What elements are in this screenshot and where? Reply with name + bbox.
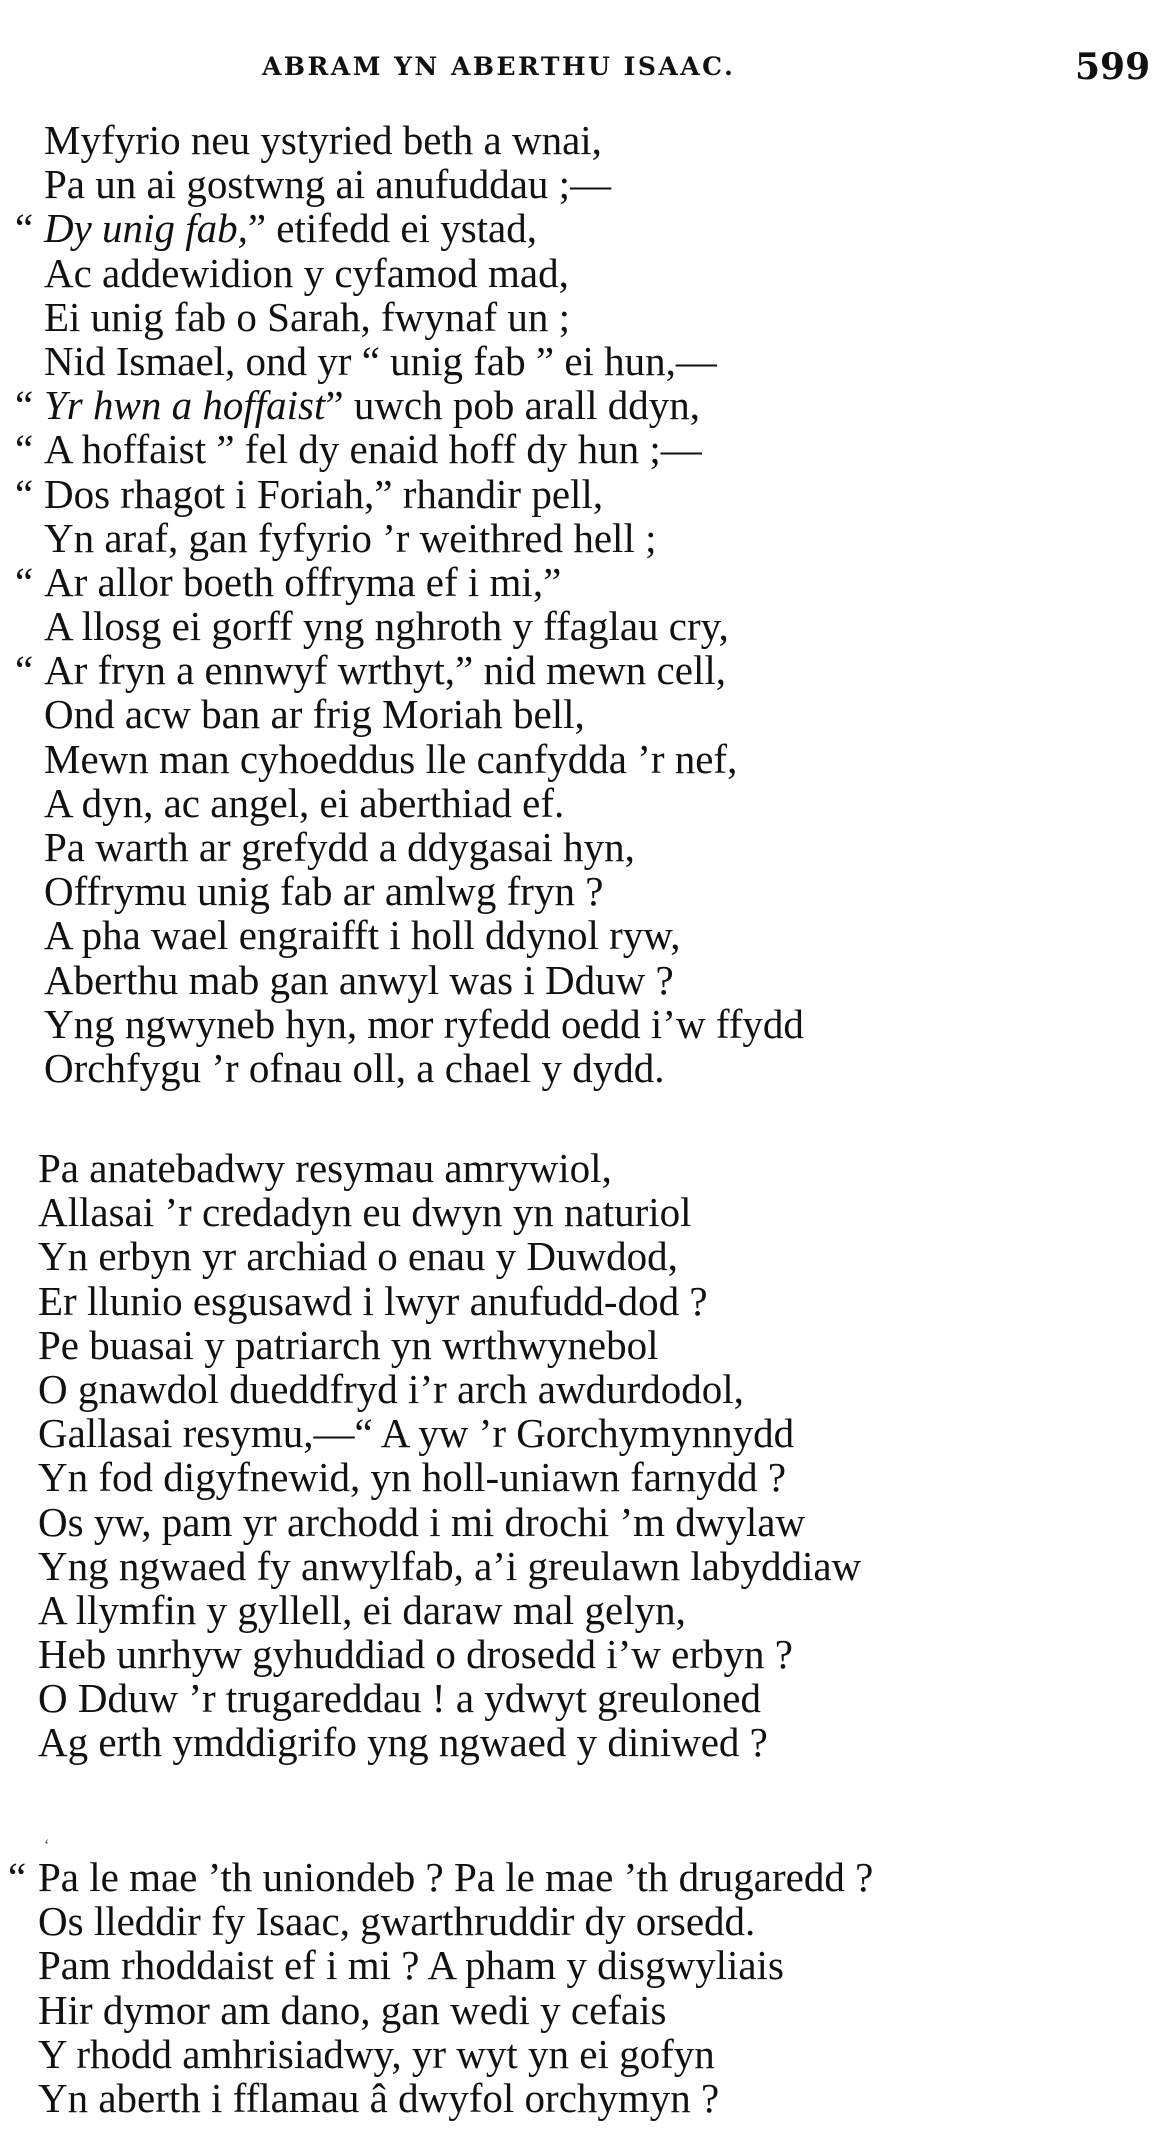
verse-text (44, 737, 737, 781)
verse-line (0, 825, 1167, 869)
verse-line (0, 869, 1167, 913)
verse-line (0, 648, 1167, 692)
verse-line (0, 1988, 1167, 2032)
verse-plain-text: Ag erth ymddigrifo yng ngwaed y diniwed ? (38, 1719, 768, 1766)
verse-plain-text: ” etifedd ei ystad, (247, 205, 538, 252)
stray-ink-mark: ‘ (44, 1837, 50, 1854)
opening-quote: “ (8, 1854, 27, 1900)
verse-plain-text: Yng ngwaed fy anwylfab, a’i greulawn labyddiaw (38, 1542, 862, 1589)
verse-text (38, 1234, 678, 1278)
verse-text (44, 958, 674, 1002)
verse-plain-text: Ar fryn a ennwyf wrthyt,” nid mewn cell, (44, 647, 726, 694)
verse-plain-text: Pa warth ar grefydd a ddygasai hyn, (44, 824, 635, 870)
opening-quote: “ (15, 470, 34, 517)
verse-plain-text: Yng ngwyneb hyn, mor ryfedd oedd i’w ffydd (44, 1000, 804, 1047)
verse-plain-text: A pha wael engraifft i holl ddynol ryw, (44, 912, 681, 959)
page-number: 599 (1075, 46, 1151, 88)
verse-plain-text: A dyn, ac angel, ei aberthiad ef. (44, 779, 565, 826)
verse-plain-text: Dos rhagot i Foriah,” rhandir pell, (44, 470, 604, 517)
verse-text (44, 869, 603, 913)
verse-line (0, 1190, 1167, 1234)
verse-text (44, 825, 635, 869)
stanza-1 (0, 118, 1167, 1090)
verse-plain-text: Offrymu unig fab ar amlwg fryn ? (44, 868, 604, 915)
verse-plain-text: Gallasai resymu,—“ A yw ’r Gorchymynnydd (38, 1410, 795, 1457)
verse-line (0, 1676, 1167, 1720)
verse-text (38, 2032, 715, 2076)
verse-text (38, 1367, 744, 1411)
verse-plain-text: Pa anatebadwy resymau amrywiol, (38, 1145, 612, 1191)
verse-plain-text: Er llunio esgusawd i lwyr anufudd-dod ? (38, 1277, 708, 1324)
verse-plain-text: Nid Ismael, ond yr “ unig fab ” ei hun,— (44, 337, 717, 384)
verse-text (44, 162, 611, 206)
verse-plain-text: Ei unig fab o Sarah, fwynaf un ; (44, 293, 571, 340)
verse-line (0, 913, 1167, 957)
verse-text (38, 1943, 784, 1987)
verse-text (44, 118, 602, 162)
opening-quote: “ (15, 647, 34, 694)
verse-text (38, 1899, 755, 1943)
verse-plain-text: Myfyrio neu ystyried beth a wnai, (44, 117, 602, 163)
verse-plain-text: Yn araf, gan fyfyrio ’r weithred hell ; (44, 514, 657, 561)
verse-text (44, 648, 726, 692)
verse-plain-text: Os yw, pam yr archodd i mi drochi ’m dwylaw (38, 1498, 806, 1545)
verse-plain-text: Allasai ’r credadyn eu dwyn yn naturiol (38, 1189, 692, 1236)
verse-plain-text: Orchfygu ’r ofnau oll, a chael y dydd. (44, 1044, 665, 1091)
verse-text (44, 206, 537, 250)
verse-plain-text: ” uwch pob arall ddyn, (325, 382, 700, 429)
verse-line (0, 1046, 1167, 1090)
verse-line (0, 295, 1167, 339)
verse-line (0, 1720, 1167, 1764)
verse-plain-text: Yn fod digyfnewid, yn holl-uniawn farnydd ? (38, 1454, 787, 1501)
verse-text (38, 1676, 761, 1720)
verse-line (0, 1855, 1167, 1899)
verse-text (44, 383, 700, 427)
verse-text (44, 604, 729, 648)
verse-text (44, 339, 717, 383)
verse-line (0, 958, 1167, 1002)
verse-text (38, 1323, 659, 1367)
verse-text (44, 427, 702, 471)
verse-line (0, 1544, 1167, 1588)
verse-text (38, 1855, 873, 1899)
verse-line (0, 781, 1167, 825)
verse-text (38, 1588, 686, 1632)
verse-line (0, 560, 1167, 604)
verse-line (0, 692, 1167, 736)
verse-text (38, 1190, 692, 1234)
verse-plain-text: Yn erbyn yr archiad o enau y Duwdod, (38, 1233, 678, 1280)
verse-text (38, 1500, 805, 1544)
verse-plain-text: Ac addewidion y cyfamod mad, (44, 249, 569, 296)
opening-quote: “ (15, 558, 34, 605)
verse-plain-text: A llosg ei gorff yng nghroth y ffaglau cry, (44, 603, 729, 650)
verse-text (44, 692, 585, 736)
verse-line (0, 1234, 1167, 1278)
verse-text (38, 1544, 861, 1588)
verse-line (0, 1632, 1167, 1676)
verse-plain-text: Heb unrhyw gyhuddiad o drosedd i’w erbyn ? (38, 1631, 793, 1678)
verse-line (0, 339, 1167, 383)
verse-text (44, 295, 570, 339)
verse-text (44, 913, 681, 957)
verse-italic-phrase: Dy unig fab, (44, 205, 248, 252)
opening-quote: “ (15, 382, 34, 429)
verse-line (0, 383, 1167, 427)
verse-line (0, 251, 1167, 295)
verse-plain-text: Pa un ai gostwng ai anufuddau ;— (44, 161, 612, 208)
verse-line (0, 1411, 1167, 1455)
verse-plain-text: Aberthu mab gan anwyl was i Dduw ? (44, 956, 674, 1003)
verse-line (0, 162, 1167, 206)
verse-line (0, 1323, 1167, 1367)
verse-line (0, 1367, 1167, 1411)
verse-plain-text: Hir dymor am dano, gan wedi y cefais (38, 1986, 667, 2033)
verse-plain-text: Y rhodd amhrisiadwy, yr wyt yn ei gofyn (38, 2030, 715, 2077)
verse-plain-text: O gnawdol dueddfryd i’r arch awdurdodol, (38, 1365, 744, 1412)
running-title: ABRAM YN ABERTHU ISAAC. (262, 52, 736, 81)
verse-text (44, 1002, 804, 1046)
verse-line (0, 604, 1167, 648)
verse-line (0, 1588, 1167, 1632)
verse-line (0, 516, 1167, 560)
verse-line (0, 1002, 1167, 1046)
verse-line (0, 118, 1167, 162)
verse-plain-text: Pa le mae ’th uniondeb ? Pa le mae ’th drugaredd ? (38, 1854, 874, 1900)
verse-plain-text: O Dduw ’r trugareddau ! a ydwyt greuloned (38, 1675, 761, 1722)
verse-text (38, 1279, 708, 1323)
stanza-3 (0, 1855, 1167, 2120)
verse-text (44, 781, 564, 825)
verse-line (0, 737, 1167, 781)
verse-text (38, 1988, 666, 2032)
verse-text (38, 1146, 612, 1190)
verse-line (0, 2076, 1167, 2120)
verse-line (0, 1899, 1167, 1943)
running-head (0, 46, 1167, 96)
verse-text (38, 1411, 794, 1455)
verse-plain-text: Mewn man cyhoeddus lle canfydda ’r nef, (44, 735, 738, 782)
verse-text (44, 560, 561, 604)
verse-plain-text: Pe buasai y patriarch yn wrthwynebol (38, 1321, 659, 1368)
verse-line (0, 427, 1167, 471)
verse-text (44, 1046, 665, 1090)
verse-plain-text: A hoffaist ” fel dy enaid hoff dy hun ;— (44, 426, 702, 473)
stanza-2 (0, 1146, 1167, 1765)
verse-text (44, 472, 603, 516)
verse-line (0, 206, 1167, 250)
verse-line (0, 1146, 1167, 1190)
verse-line (0, 2032, 1167, 2076)
verse-line (0, 1943, 1167, 1987)
verse-plain-text: Yn aberth i fflamau â dwyfol orchymyn ? (38, 2074, 720, 2121)
verse-plain-text: Pam rhoddaist ef i mi ? A pham y disgwyliais (38, 1942, 784, 1989)
verse-plain-text: Ar allor boeth offryma ef i mi,” (44, 558, 562, 605)
opening-quote: “ (15, 205, 34, 252)
verse-text (38, 1720, 768, 1764)
verse-text (44, 516, 656, 560)
verse-text (38, 1632, 793, 1676)
verse-line (0, 1500, 1167, 1544)
verse-line (0, 1455, 1167, 1499)
verse-line (0, 472, 1167, 516)
verse-line (0, 1279, 1167, 1323)
verse-plain-text: Os lleddir fy Isaac, gwarthruddir dy orsedd. (38, 1898, 756, 1945)
verse-text (44, 251, 569, 295)
verse-plain-text: A llymfin y gyllell, ei daraw mal gelyn, (38, 1586, 686, 1633)
opening-quote: “ (15, 426, 34, 473)
verse-italic-phrase: Yr hwn a hoffaist (44, 382, 326, 429)
verse-text (38, 2076, 719, 2120)
verse-plain-text: Ond acw ban ar frig Moriah bell, (44, 691, 585, 738)
verse-text (38, 1455, 786, 1499)
